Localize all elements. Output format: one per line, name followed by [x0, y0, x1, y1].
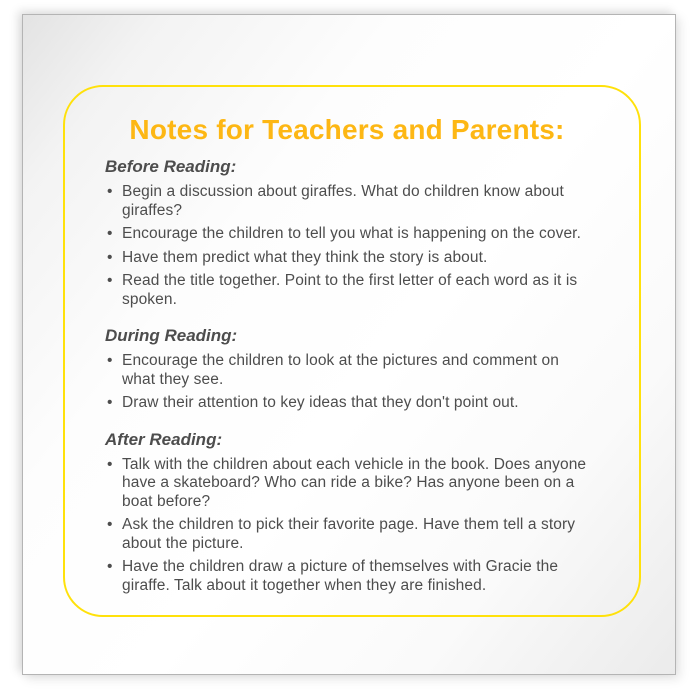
bullet-item: • Encourage the children to look at the pictures and comment on what they see.: [105, 352, 589, 389]
section-heading: Before Reading:: [105, 157, 237, 176]
bullet-item: • Have them predict what they think the story is about.: [105, 249, 589, 268]
bullet-item: • Ask the children to pick their favorite page. Have them tell a story about the picture.: [105, 516, 589, 553]
section-during-reading: [105, 325, 589, 413]
page-title: Notes for Teachers and Parents:: [129, 114, 565, 145]
section-after-reading: [105, 429, 589, 596]
bullet-item: • Draw their attention to key ideas that they don't point out.: [105, 394, 589, 413]
bullet-list: [105, 456, 589, 596]
bullet-list: [105, 352, 589, 413]
notes-card: [63, 85, 641, 617]
book-page: [22, 14, 676, 675]
bullet-item: • Have the children draw a picture of themselves with Gracie the giraffe. Talk about it together when they are finished.: [105, 558, 589, 595]
section-heading: During Reading:: [105, 326, 238, 345]
section-heading: After Reading:: [105, 429, 223, 449]
bullet-item: • Talk with the children about each vehicle in the book. Does anyone have a skateboard? Who can ride a bike? Has anyone been on a boat before?: [105, 456, 589, 512]
bullet-item: • Encourage the children to tell you what is happening on the cover.: [105, 225, 589, 244]
bullet-item: • Begin a discussion about giraffes. What do children know about giraffes?: [105, 183, 589, 220]
bullet-list: [105, 183, 589, 309]
section-before-reading: [105, 156, 589, 309]
bullet-item: • Read the title together. Point to the first letter of each word as it is spoken.: [105, 272, 589, 309]
